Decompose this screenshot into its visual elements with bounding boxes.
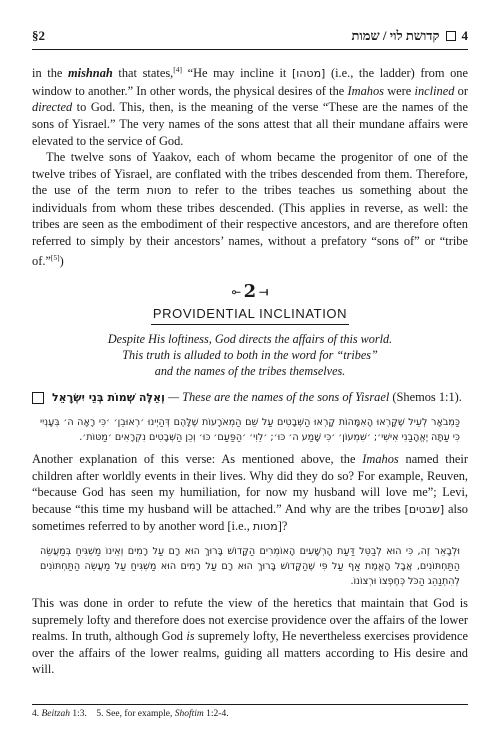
section-title: PROVIDENTIAL INCLINATION bbox=[32, 306, 468, 321]
left-ornament-icon: ⟜ bbox=[231, 285, 241, 299]
section-intro: Despite His loftiness, God directs the affairs of this world. This truth is alluded to both in the word for “tribes” and the names of the tribes themselves. bbox=[107, 332, 393, 379]
right-ornament-icon: ⟞ bbox=[259, 285, 269, 299]
footnote-4: 4. Beitzah 1:3. bbox=[32, 709, 87, 719]
section-number: ⟜ 2 ⟞ bbox=[32, 281, 468, 302]
footnotes bbox=[32, 704, 468, 719]
paragraph-4: This was done in order to refute the view of the heretics that maintain that God is supremely lofty and therefore does not exercise providence over the affairs of the lower realms. In truth, although God is supremely lofty, He nevertheless exercises providence over the affairs of the lower realms, guiding all matters according to His desire and will. bbox=[32, 595, 469, 677]
paragraph-3: Another explanation of this verse: As mentioned above, the Imahos named their children after worldly events in their lives. Why did they do so? For example, Reuven, “because God has seen my humiliation, for now my husband will love me”; Levi, because “this time my husband will be attached.” And why are the tribes [שבטים] also sometimes referred to by another word [i.e., מטות]? bbox=[32, 451, 468, 534]
section-reference: §2 bbox=[32, 28, 45, 43]
main-text-2 bbox=[32, 451, 468, 536]
hebrew-original-2: וּלְבָאֵר זֶה, כִּי הוּא לְבַטֵּל דַּעַת הָרְשָׁעִים הָאוֹמְרִים הַקָּדוֹשׁ בָּרוּךְ הוּא רָם עַל רָמִים וְאֵינוֹ מַשְׁגִּיחַ בְּמַעֲשֵׂה הַתַּחְתּוֹנִים, אֲבָל הָאֱמֶת אַף עַל פִּי שֶׁהַקָּדוֹשׁ בָּרוּךְ הוּא רָם עַל רָמִים הוּא מַשְׁגִּיחַ עַל מַעֲשֵׂה הַתַּחְתּוֹנִים לְהִתְנַהֵג הַכֹּל כְּחֶפְצוֹ וּרְצוֹנוֹ. bbox=[40, 545, 460, 587]
book-page bbox=[32, 22, 468, 678]
footnote-ref-4: [4] bbox=[173, 65, 182, 74]
hebrew-original-1: כַּמְבֹאָר לְעֵיל שֶׁקָּרְאוּ הָאִמָּהוֹת קָרְאוּ הַשְּׁבָטִים עַל שֵׁם הַמְאֹרָעוֹת שֶׁלָּהֶם דְּהַיְינוּ ׳רְאוּבֵן׳ ׳כִּי רָאָה ה׳ בְּעָנְיִי כִּי עַתָּה יֶאֱהָבַנִי אִישִׁי׳; ׳שִׁמְעוֹן׳ ׳כִּי שָׁמַע ה׳ כּוּ׳; ׳לֵוִי׳ ׳הַפַּעַם׳ כּוּ׳ וְכֵן הַשְּׁבָטִים נִקְרָאִים ׳מַטּוֹת׳. bbox=[40, 416, 460, 443]
running-header bbox=[32, 22, 468, 50]
paragraph-2: The twelve sons of Yaakov, each of whom became the progenitor of one of the twelve tribes of Yisrael, are conflated with the tribes descended from them. Therefore, the use of the term מטות to refer to the tribes teaches us something about the individuals from whom these tribes descended. (This applies in reverse, as well: the tribes are seen as the embodiment of their respective ancestors, and are therefore often referred to simply by their ancestors’ names, without a prefatory “sons of” or “tribe of.”[5]) bbox=[32, 150, 469, 268]
verse-heading: וְאֵלֶּה שְׁמוֹת בְּנֵי יִשְׂרָאֵל — These are the names of the sons of Yisrael (Shemos 1:1). bbox=[32, 389, 468, 407]
header-right bbox=[351, 28, 468, 44]
page-number: 4 bbox=[461, 28, 468, 43]
footnote-5: 5. See, for example, Shoftim 1:2-4. bbox=[96, 709, 229, 719]
main-text-3 bbox=[32, 595, 468, 678]
checkbox-square-icon bbox=[32, 392, 44, 404]
main-text bbox=[32, 62, 468, 269]
footnote-ref-5: [5] bbox=[50, 252, 60, 262]
square-ornament-icon bbox=[446, 31, 456, 41]
paragraph-1: in the mishnah that states,[4] “He may incline it [מטהו] (i.e., the ladder) from one window to another.” In other words, the physical desires of the Imahos were inclined or directed to God. This, then, is the meaning of the verse “These are the names of the sons of Yisrael.” The very names of the sons attest that all their mundane affairs were elevated to the service of God. bbox=[32, 65, 468, 148]
running-title-hebrew: קדושת לוי / שמות bbox=[351, 28, 440, 43]
